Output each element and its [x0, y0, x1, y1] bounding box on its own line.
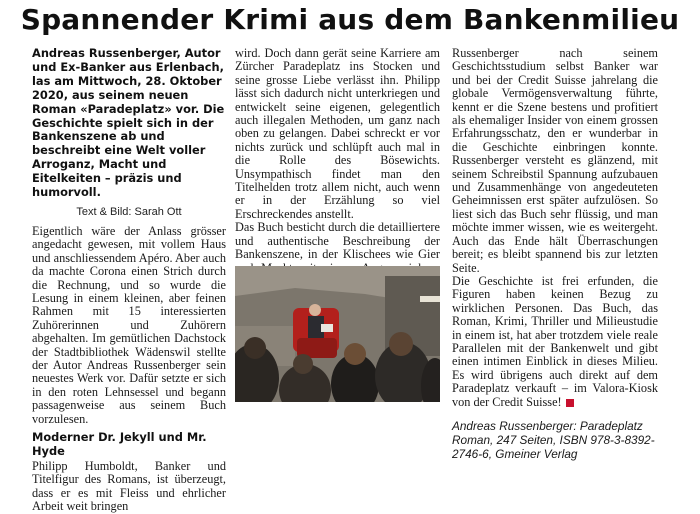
headline: Spannender Krimi aus dem Bankenmilieu: [20, 3, 680, 36]
body-paragraph: Das Buch besticht durch die detailliertere und authentische Beschreibung der Bankenszene, in der Klischees wie Gier: [235, 220, 440, 262]
body-text: Die Geschichte ist frei erfunden, die Figuren haben keinen Bezug zu wirklichen Personen. Das Buch, das Roman, Krimi, Thriller und Milieustudie in einem ist, hat aber trotzdem viele reale Parallelen mit der Bankenwelt und gibt einen intimen Einblick in dieses Milieu. Es wird übrigens auch direkt auf dem Paradeplatz verkauft – im Valora-Kiosk von der Credit Suisse!: [452, 273, 658, 409]
column-3: [452, 47, 658, 461]
body-paragraph: Eigentlich wäre der Anlass grösser angedacht gewesen, mit vollem Haus und anschliessendem Apéro. Aber auch da machte Corona einen Strich durch die Rechnung, und so wurde die Lesung in einem kleinen, aber feinen Rahmen mit 15 interessierten Zuhörerinnen und Zuhörern abgehalten. Im gemütlichen Dachstock der Stadtbibliothek Wädenswil stellte der Autor Andreas Russenberger sein neuestes Werk vor. Dafür setzte er sich in den roten Lehnsessel und begann passagenweise aus seinem Buch vorzulesen.: [32, 223, 226, 426]
column-2: [235, 47, 440, 302]
subheading: Moderner Dr. Jekyll und Mr. Hyde: [32, 430, 207, 459]
body-paragraph-final: [452, 275, 658, 409]
lead-paragraph: Andreas Russenberger, Autor und Ex-Banker aus Erlenbach, las am Mittwoch, 28. Oktober 2020, aus seinem neuen Roman «Paradeplatz» vor. Die Geschichte spielt sich in der Bankenszene ab und beschreibt eine Welt voller Arroganz, Macht und Eitelkeiten – präzis und humorvoll.: [32, 46, 225, 200]
body-paragraph: Russenberger nach seinem Geschichtsstudium selbst Banker war und bei der Credit Suisse jahrelang die globale Vermögensverwaltung führte, kennt er die Szene bestens und profitiert als ehemaliger Insider von einem grossen Erfahrungsschatz, den er wunderbar in die Geschichte einbringen konnte. Russenberger versteht es glänzend, mit seinem Schreibstil Spannung aufzubauen und Zusammenhänge von angedeuteten Geheimnissen erst später aufzulösen. So liest sich das Buch sehr flüssig, und man möchte immer wissen, wie es weitergeht. Auch das Ende hält Überraschungen bereit; es bleibt spannend bis zur letzten Seite.: [452, 46, 658, 275]
reading-photo-image: [235, 266, 440, 402]
body-paragraph: wird. Doch dann gerät seine Karriere am Zürcher Paradeplatz ins Stocken und seine grosse Liebe verlässt ihn. Philipp lässt sich dadurch nicht unterkriegen und entwickelt seine eigenen, gelegentlich auch illegalen Methoden, um ganz nach oben zu gelangen. Dabei schreckt er vor nichts zurück und schlüpft auch mal in die Rolle des Bösewichts. Unsympathisch findet man den Titelhelden trotz allem nicht, auch wenn er in der Erzählung so viel Erschreckendes anstellt.: [235, 46, 440, 221]
author-credit: Text & Bild: Sarah Ott: [76, 205, 182, 218]
reading-photo: [235, 266, 440, 402]
column-1: [32, 47, 226, 514]
end-mark-icon: [566, 399, 574, 407]
body-paragraph: Philipp Humboldt, Banker und Titelfigur des Romans, ist überzeugt, dass er es mit Fleiss und ehrlicher Arbeit weit bringen: [32, 459, 226, 514]
book-info: Andreas Russenberger: Paradeplatz Roman, 247 Seiten, ISBN 978-3-8392-2746-6, Gmeiner Verlag: [452, 418, 655, 461]
